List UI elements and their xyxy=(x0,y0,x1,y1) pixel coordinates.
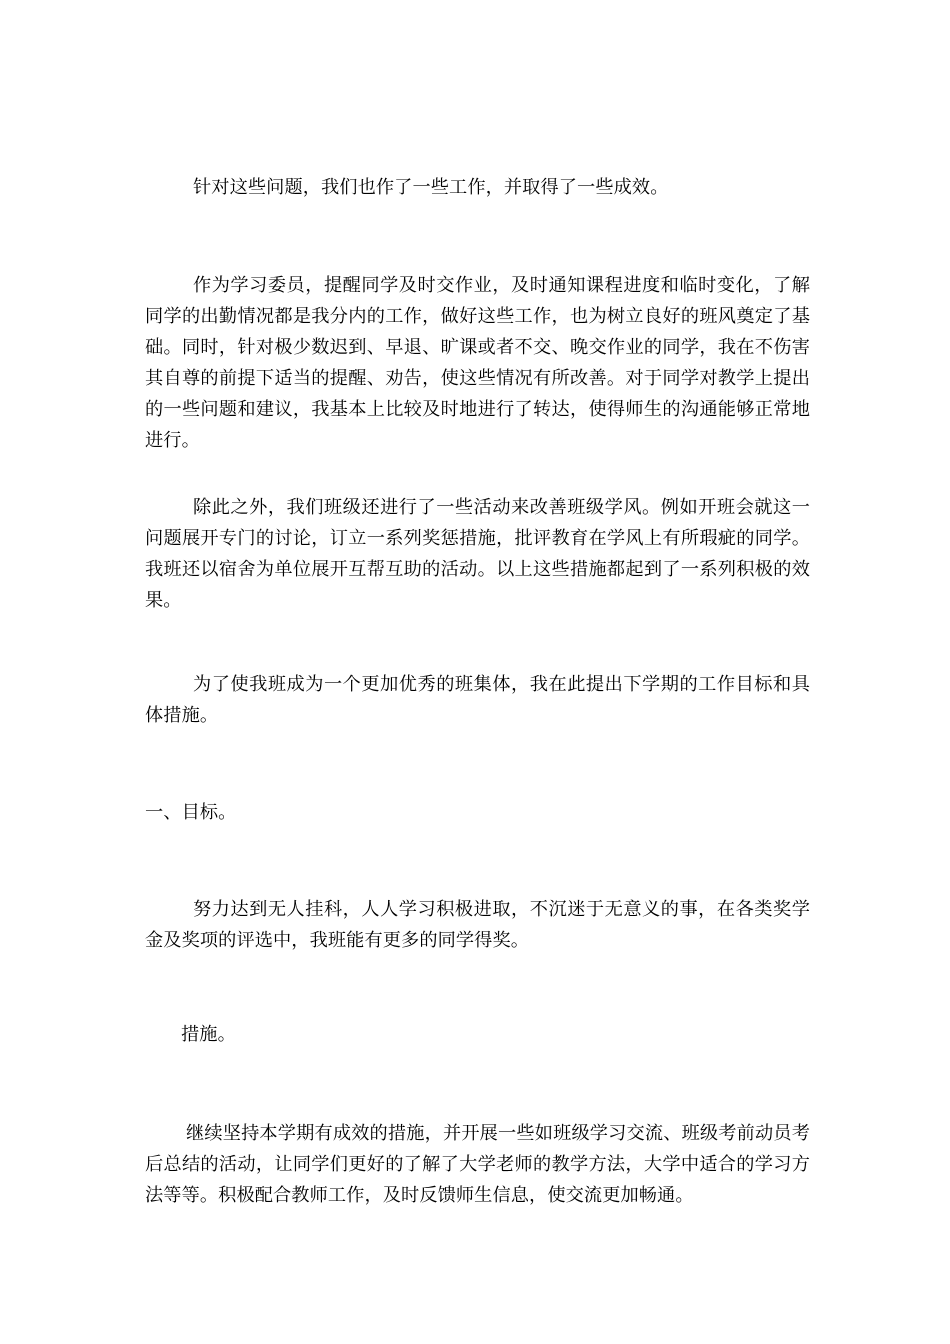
paragraph-2: 作为学习委员，提醒同学及时交作业，及时通知课程进度和临时变化，了解同学的出勤情况都是我分内的工作，做好这些工作，也为树立良好的班风奠定了基础。同时，针对极少数迟到、早退、旷课或者不交、晚交作业的同学，我在不伤害其自尊的前提下适当的提醒、劝告，使这些情况有所改善。对于同学对教学上提出的一些问题和建议，我基本上比较及时地进行了转达，使得师生的沟通能够正常地进行。 xyxy=(145,275,810,451)
paragraph-1: 针对这些问题，我们也作了一些工作，并取得了一些成效。 xyxy=(193,177,669,198)
paragraph-3: 除此之外，我们班级还进行了一些活动来改善班级学风。例如开班会就这一问题展开专门的讨论，订立一系列奖惩措施，批评教育在学风上有所瑕疵的同学。我班还以宿舍为单位展开互帮互助的活动。以上这些措施都起到了一系列积极的效果。 xyxy=(145,497,810,611)
paragraph-measures: 继续坚持本学期有成效的措施，并开展一些如班级学习交流、班级考前动员考后总结的活动，让同学们更好的了解了大学老师的教学方法，大学中适合的学习方法等等。积极配合教师工作，及时反馈师生信息，使交流更加畅通。 xyxy=(145,1123,810,1206)
paragraph-4: 为了使我班成为一个更加优秀的班集体，我在此提出下学期的工作目标和具体措施。 xyxy=(145,674,810,726)
section-heading-measures: 措施。 xyxy=(181,1024,236,1045)
section-heading-goals: 一、目标。 xyxy=(145,802,237,823)
paragraph-goals: 努力达到无人挂科，人人学习积极进取，不沉迷于无意义的事，在各类奖学金及奖项的评选中，我班能有更多的同学得奖。 xyxy=(145,899,810,951)
